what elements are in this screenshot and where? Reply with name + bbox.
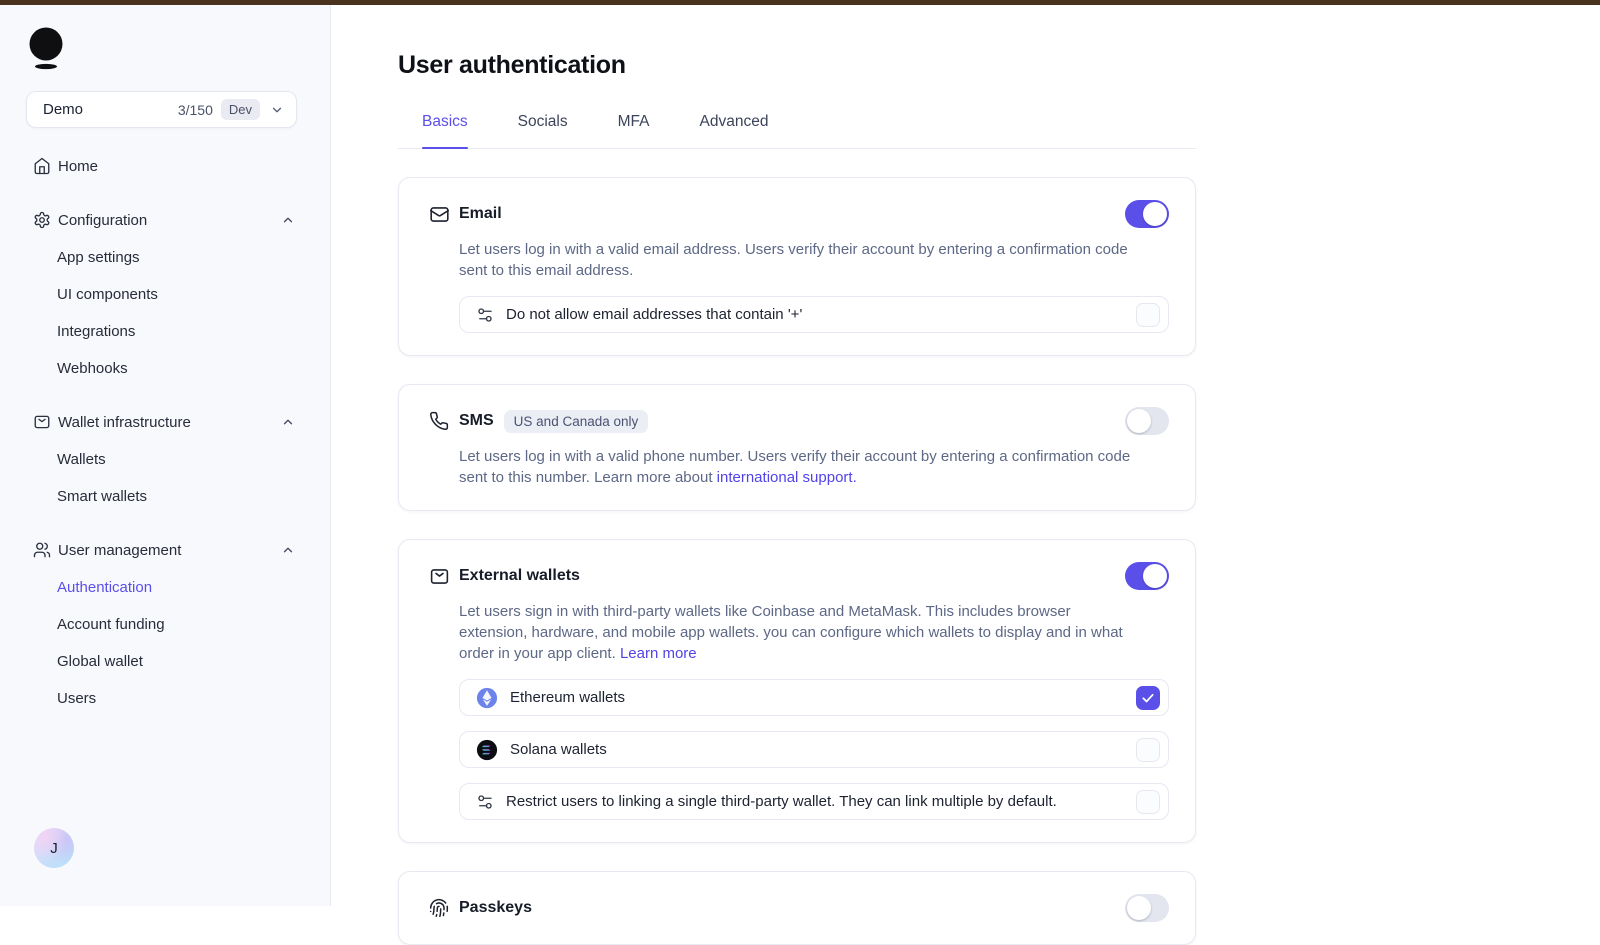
ethereum-icon <box>476 687 498 709</box>
card-description <box>459 446 1137 488</box>
passkeys-card <box>398 871 1196 945</box>
mail-icon <box>428 203 450 225</box>
sms-region-badge: US and Canada only <box>504 410 649 433</box>
email-toggle[interactable] <box>1125 200 1169 228</box>
tab-basics[interactable]: Basics <box>422 113 468 148</box>
sidebar-item-label: Integrations <box>57 323 136 340</box>
international-support-link[interactable]: international support. <box>716 469 857 486</box>
sidebar-item-authentication[interactable] <box>0 569 330 606</box>
sidebar-item-label: Configuration <box>58 211 148 229</box>
sidebar-item-label: User management <box>58 541 182 559</box>
card-title: SMS <box>459 412 494 429</box>
sidebar-item-users[interactable] <box>0 680 330 717</box>
sidebar-item-label: App settings <box>57 249 140 266</box>
solana-icon <box>476 739 498 761</box>
sidebar-item-label: Users <box>57 690 97 707</box>
sms-card <box>398 384 1196 511</box>
app-usage-count: 3/150 <box>177 101 213 118</box>
wallet-icon <box>33 413 51 431</box>
card-description: Let users log in with a valid email address. Users verify their account by entering a confirmation code sent to this email address. <box>459 241 1128 279</box>
sidebar-item-home[interactable] <box>0 147 330 185</box>
solana-wallets-checkbox[interactable] <box>1136 738 1160 762</box>
solana-wallets-row <box>459 731 1169 768</box>
toggle-knob <box>1143 202 1167 226</box>
sidebar-item-configuration[interactable] <box>0 201 330 239</box>
privy-logo-icon <box>28 26 66 74</box>
sidebar-item-global-wallet[interactable] <box>0 643 330 680</box>
chevron-up-icon <box>281 415 295 429</box>
sidebar-group-wallet-infrastructure <box>0 403 330 515</box>
check-icon <box>1141 691 1155 705</box>
description-text: Let users log in with a valid phone number. Users verify their account by entering a confirmation code sent to this number. Learn more about <box>459 448 1131 486</box>
sidebar-item-app-settings[interactable] <box>0 239 330 276</box>
users-icon <box>33 541 51 559</box>
restrict-wallet-row <box>459 783 1169 820</box>
settings-sliders-icon <box>476 793 494 811</box>
home-icon <box>33 157 51 175</box>
sidebar-item-label: Wallet infrastructure <box>58 413 191 431</box>
sidebar-item-wallets[interactable] <box>0 441 330 478</box>
sidebar-item-label: Account funding <box>57 616 165 633</box>
sidebar-item-label: Webhooks <box>57 360 128 377</box>
sidebar-item-label: Authentication <box>57 579 153 596</box>
sidebar-item-label: Home <box>58 157 99 175</box>
chevron-up-icon <box>281 543 295 557</box>
email-plus-option-row <box>459 296 1169 333</box>
sidebar-item-wallet-infrastructure[interactable] <box>0 403 330 441</box>
chevron-down-icon <box>270 103 284 117</box>
sidebar-item-label: UI components <box>57 286 158 303</box>
ethereum-wallets-checkbox[interactable] <box>1136 686 1160 710</box>
passkeys-toggle[interactable] <box>1125 894 1169 922</box>
user-avatar[interactable] <box>34 828 74 868</box>
sidebar-item-integrations[interactable] <box>0 313 330 350</box>
learn-more-link[interactable]: Learn more <box>619 645 697 662</box>
ethereum-wallets-row <box>459 679 1169 716</box>
sidebar <box>0 5 331 906</box>
tab-mfa[interactable]: MFA <box>617 113 650 130</box>
sidebar-item-label: Smart wallets <box>57 488 148 505</box>
env-badge: Dev <box>221 99 260 120</box>
description-text: Let users sign in with third-party wallets like Coinbase and MetaMask. This includes browser extension, hardware, and mobile app wallets. you can configure which wallets to display and in what order in your app client. <box>459 603 1123 662</box>
main-panel <box>331 5 1600 916</box>
sidebar-group-configuration <box>0 201 330 387</box>
card-title: Email <box>459 205 502 222</box>
option-label: Ethereum wallets <box>510 689 626 706</box>
app-selector[interactable] <box>26 91 297 128</box>
fingerprint-icon <box>428 897 450 919</box>
card-title: External wallets <box>459 567 580 584</box>
sidebar-item-smart-wallets[interactable] <box>0 478 330 515</box>
toggle-knob <box>1127 409 1151 433</box>
page-title: User authentication <box>398 51 626 79</box>
option-label: Solana wallets <box>510 741 607 758</box>
settings-sliders-icon <box>476 306 494 324</box>
sidebar-item-ui-components[interactable] <box>0 276 330 313</box>
toggle-knob <box>1127 896 1151 920</box>
phone-icon <box>428 410 450 432</box>
sidebar-item-label: Wallets <box>57 451 106 468</box>
tab-bar <box>398 113 1196 149</box>
sidebar-item-label: Global wallet <box>57 653 143 670</box>
app-name: Demo <box>43 101 84 118</box>
chevron-up-icon <box>281 213 295 227</box>
sidebar-nav <box>0 147 330 717</box>
avatar-initial: J <box>50 839 58 857</box>
card-title: Passkeys <box>459 899 532 916</box>
card-description <box>459 601 1137 664</box>
wallet-icon <box>428 565 450 587</box>
app-shell <box>0 5 1600 916</box>
toggle-knob <box>1143 564 1167 588</box>
option-label: Do not allow email addresses that contain '+' <box>506 306 803 323</box>
sidebar-group-user-management <box>0 531 330 717</box>
sidebar-item-user-management[interactable] <box>0 531 330 569</box>
gear-icon <box>33 211 51 229</box>
sidebar-item-account-funding[interactable] <box>0 606 330 643</box>
option-label: Restrict users to linking a single third-party wallet. They can link multiple by default. <box>506 793 1057 810</box>
email-plus-option-checkbox[interactable] <box>1136 303 1160 327</box>
tab-socials[interactable]: Socials <box>517 113 568 130</box>
external-wallets-toggle[interactable] <box>1125 562 1169 590</box>
sms-toggle[interactable] <box>1125 407 1169 435</box>
tab-advanced[interactable]: Advanced <box>699 113 769 130</box>
email-card <box>398 177 1196 356</box>
restrict-wallet-checkbox[interactable] <box>1136 790 1160 814</box>
sidebar-item-webhooks[interactable] <box>0 350 330 387</box>
external-wallets-card <box>398 539 1196 843</box>
